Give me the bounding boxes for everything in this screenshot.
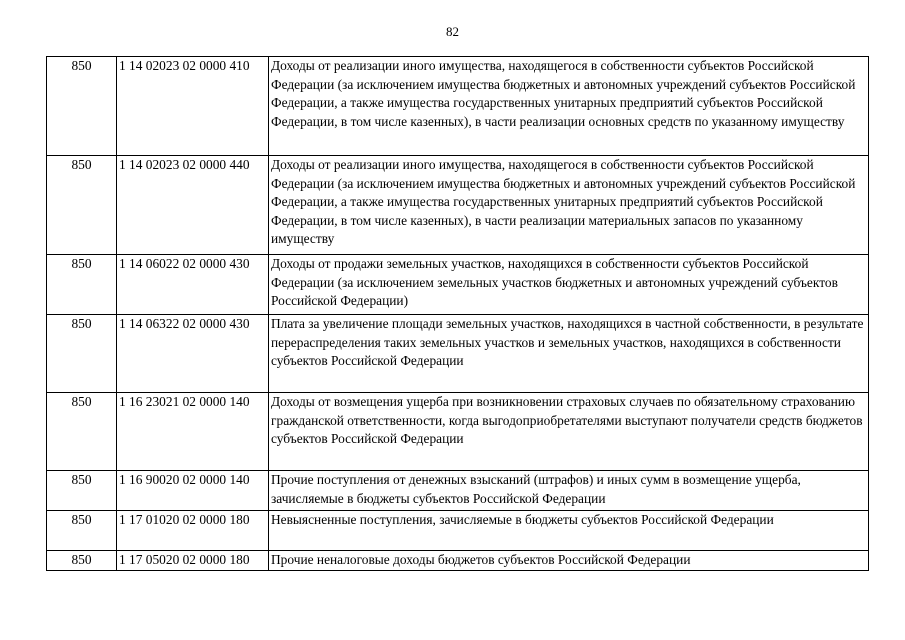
budget-classification-code-cell: 1 14 02023 02 0000 440 xyxy=(117,156,269,255)
budget-classification-code-cell: 1 16 90020 02 0000 140 xyxy=(117,471,269,511)
table-row xyxy=(47,551,869,571)
revenue-description-cell: Доходы от реализации иного имущества, находящегося в собственности субъектов Российской Федерации (за исключением имущества бюджетных и автономных учреждений субъектов Российской Федерации, а также имущества государственных унитарных предприятий субъектов Российской Федерации, в том числе казенных), в части реализации основных средств по указанному имуществу xyxy=(269,57,869,156)
table-row xyxy=(47,471,869,511)
table-row xyxy=(47,393,869,471)
revenue-description-cell: Доходы от реализации иного имущества, находящегося в собственности субъектов Российской Федерации (за исключением имущества бюджетных и автономных учреждений субъектов Российской Федерации, а также имущества государственных унитарных предприятий субъектов Российской Федерации, в том числе казенных), в части реализации материальных запасов по указанному имуществу xyxy=(269,156,869,255)
revenue-description-cell: Доходы от продажи земельных участков, находящихся в собственности субъектов Российской Федерации (за исключением земельных участков бюджетных и автономных учреждений субъектов Российской Федерации) xyxy=(269,255,869,315)
budget-classification-code-cell: 1 17 05020 02 0000 180 xyxy=(117,551,269,571)
page-number: 82 xyxy=(446,24,459,39)
table-row xyxy=(47,315,869,393)
table-row xyxy=(47,57,869,156)
table-row xyxy=(47,156,869,255)
administrator-code-cell: 850 xyxy=(47,511,117,551)
budget-classification-code-cell: 1 16 23021 02 0000 140 xyxy=(117,393,269,471)
administrator-code-cell: 850 xyxy=(47,57,117,156)
table-row xyxy=(47,511,869,551)
revenue-code-table xyxy=(46,56,869,571)
revenue-description-cell: Невыясненные поступления, зачисляемые в бюджеты субъектов Российской Федерации xyxy=(269,511,869,551)
revenue-description-cell: Прочие поступления от денежных взысканий (штрафов) и иных сумм в возмещение ущерба, зачисляемые в бюджеты субъектов Российской Федерации xyxy=(269,471,869,511)
budget-classification-code-cell: 1 14 06322 02 0000 430 xyxy=(117,315,269,393)
administrator-code-cell: 850 xyxy=(47,315,117,393)
administrator-code-cell: 850 xyxy=(47,471,117,511)
revenue-description-cell: Плата за увеличение площади земельных участков, находящихся в частной собственности, в результате перераспределения таких земельных участков и земельных участков, находящихся в собственности субъектов Российской Федерации xyxy=(269,315,869,393)
budget-classification-code-cell: 1 14 06022 02 0000 430 xyxy=(117,255,269,315)
budget-classification-code-cell: 1 17 01020 02 0000 180 xyxy=(117,511,269,551)
administrator-code-cell: 850 xyxy=(47,255,117,315)
revenue-description-cell: Прочие неналоговые доходы бюджетов субъектов Российской Федерации xyxy=(269,551,869,571)
administrator-code-cell: 850 xyxy=(47,156,117,255)
administrator-code-cell: 850 xyxy=(47,551,117,571)
revenue-description-cell: Доходы от возмещения ущерба при возникновении страховых случаев по обязательному страхованию гражданской ответственности, когда выгодоприобретателями выступают получатели средств бюджетов субъектов Российской Федерации xyxy=(269,393,869,471)
table-row xyxy=(47,255,869,315)
administrator-code-cell: 850 xyxy=(47,393,117,471)
budget-classification-code-cell: 1 14 02023 02 0000 410 xyxy=(117,57,269,156)
